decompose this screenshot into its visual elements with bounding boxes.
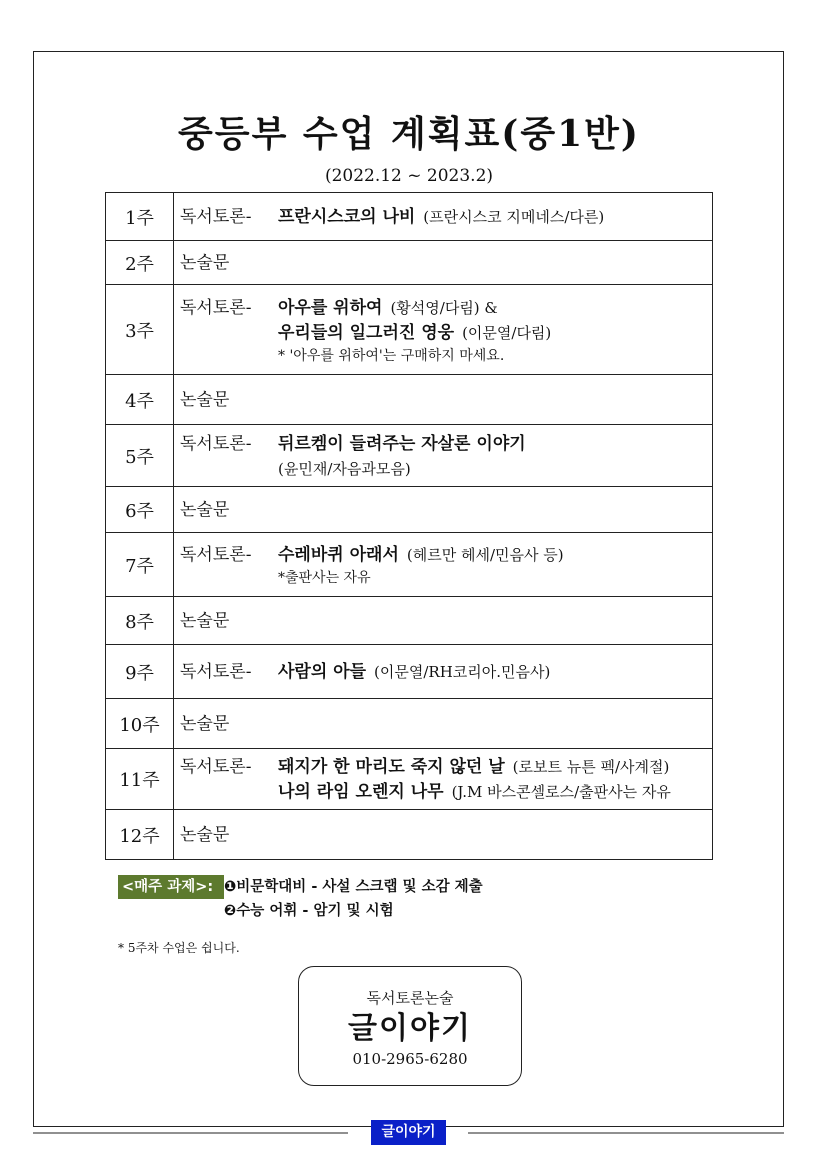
week-cell: 9주: [106, 645, 174, 699]
book-title: 돼지가 한 마리도 죽지 않던 날: [278, 757, 505, 777]
content-cell: [174, 487, 713, 533]
plan-row: [106, 487, 713, 533]
content-cell: [174, 533, 713, 597]
content-line: [180, 712, 706, 737]
activity-label: 독서토론-: [180, 757, 252, 777]
content-line: [180, 205, 706, 230]
book-title: 나의 라임 오렌지 나무: [278, 782, 444, 802]
book-info: (프란시스코 지메네스/다른): [423, 208, 605, 226]
content-line: [180, 755, 706, 780]
content-line: [180, 609, 706, 634]
row-note: *출판사는 자유: [278, 570, 371, 586]
content-cell: [174, 699, 713, 749]
activity-label: 독서토론-: [180, 545, 252, 565]
activity-label: 독서토론-: [180, 207, 252, 227]
plan-table: [105, 192, 713, 860]
week-cell: 12주: [106, 810, 174, 860]
content-cell: [174, 749, 713, 810]
plan-row: [106, 699, 713, 749]
tasks-label: <매주 과제>:: [118, 875, 224, 899]
plan-row: [106, 285, 713, 375]
footer-badge: 글이야기: [371, 1120, 446, 1145]
week-cell: 11주: [106, 749, 174, 810]
book-info: (이문열/다림): [462, 323, 552, 342]
activity-label: 독서토론-: [180, 297, 252, 318]
week-cell: 1주: [106, 193, 174, 241]
plan-row: [106, 425, 713, 487]
task-item: ❷수능 어휘 - 암기 및 시험: [224, 903, 394, 919]
plan-row: [106, 749, 713, 810]
content-line: [180, 388, 706, 413]
plan-row: [106, 375, 713, 425]
page-title: 중등부 수업 계획표(중1반): [178, 113, 640, 155]
content-line: [180, 568, 706, 588]
content-line: [180, 321, 706, 346]
book-title: 아우를 위하여: [278, 297, 383, 318]
book-title: 수레바퀴 아래서: [278, 545, 399, 565]
content-line: [180, 432, 706, 457]
week-cell: 6주: [106, 487, 174, 533]
content-cell: [174, 425, 713, 487]
plan-row: [106, 193, 713, 241]
content-line: [180, 251, 706, 276]
contact-subtitle: 독서토론논술: [366, 989, 454, 1007]
plan-row: [106, 645, 713, 699]
footnote: * 5주차 수업은 쉽니다.: [118, 941, 240, 955]
book-title: 프란시스코의 나비: [278, 207, 416, 227]
week-cell: 4주: [106, 375, 174, 425]
plan-row: [106, 241, 713, 285]
week-cell: 2주: [106, 241, 174, 285]
book-info: (황석영/다림) &: [390, 298, 498, 317]
activity-label: 논술문: [180, 253, 230, 273]
book-info: (J.M 바스콘셀로스/출판사는 자유: [451, 783, 671, 801]
content-cell: [174, 241, 713, 285]
contact-brand: 글이야기: [348, 1011, 472, 1046]
book-info: (이문열/RH코리아.민음사): [374, 663, 551, 681]
row-note: * '아우를 위하여'는 구매하지 마세요.: [278, 347, 505, 364]
content-line: [180, 823, 706, 848]
period: (2022.12 ~ 2023.2): [324, 166, 494, 186]
content-cell: [174, 193, 713, 241]
contact-box: [298, 966, 522, 1086]
week-cell: 10주: [106, 699, 174, 749]
activity-label: 논술문: [180, 611, 230, 631]
activity-label: 논술문: [180, 500, 230, 520]
content-line: [180, 660, 706, 685]
plan-row: [106, 810, 713, 860]
activity-label: 독서토론-: [180, 433, 252, 454]
content-line: [180, 498, 706, 523]
content-line: [180, 780, 706, 805]
content-cell: [174, 597, 713, 645]
content-line: [180, 543, 706, 568]
week-cell: 7주: [106, 533, 174, 597]
activity-label: 논술문: [180, 825, 230, 845]
book-info: (로보트 뉴튼 펙/사계절): [512, 758, 670, 776]
plan-row: [106, 597, 713, 645]
book-title: 뒤르켐이 들려주는 자살론 이야기: [278, 433, 526, 454]
week-cell: 3주: [106, 285, 174, 375]
book-title: 우리들의 일그러진 영웅: [278, 322, 455, 343]
content-line: [180, 346, 706, 366]
plan-row: [106, 533, 713, 597]
book-title: 사람의 아들: [278, 662, 367, 682]
content-cell: [174, 285, 713, 375]
week-cell: 5주: [106, 425, 174, 487]
task-item: ❶비문학대비 - 사설 스크랩 및 소감 제출: [224, 879, 483, 895]
content-cell: [174, 645, 713, 699]
activity-label: 독서토론-: [180, 662, 252, 682]
activity-label: 논술문: [180, 714, 230, 734]
content-cell: [174, 810, 713, 860]
activity-label: 논술문: [180, 390, 230, 410]
weekly-tasks: [118, 875, 483, 923]
book-info: (헤르만 헤세/민음사 등): [406, 546, 564, 564]
content-line: [180, 457, 706, 482]
week-cell: 8주: [106, 597, 174, 645]
content-line: [180, 296, 706, 321]
contact-phone: 010-2965-6280: [352, 1050, 468, 1068]
book-info: (윤민재/자음과모음): [278, 459, 411, 478]
content-cell: [174, 375, 713, 425]
